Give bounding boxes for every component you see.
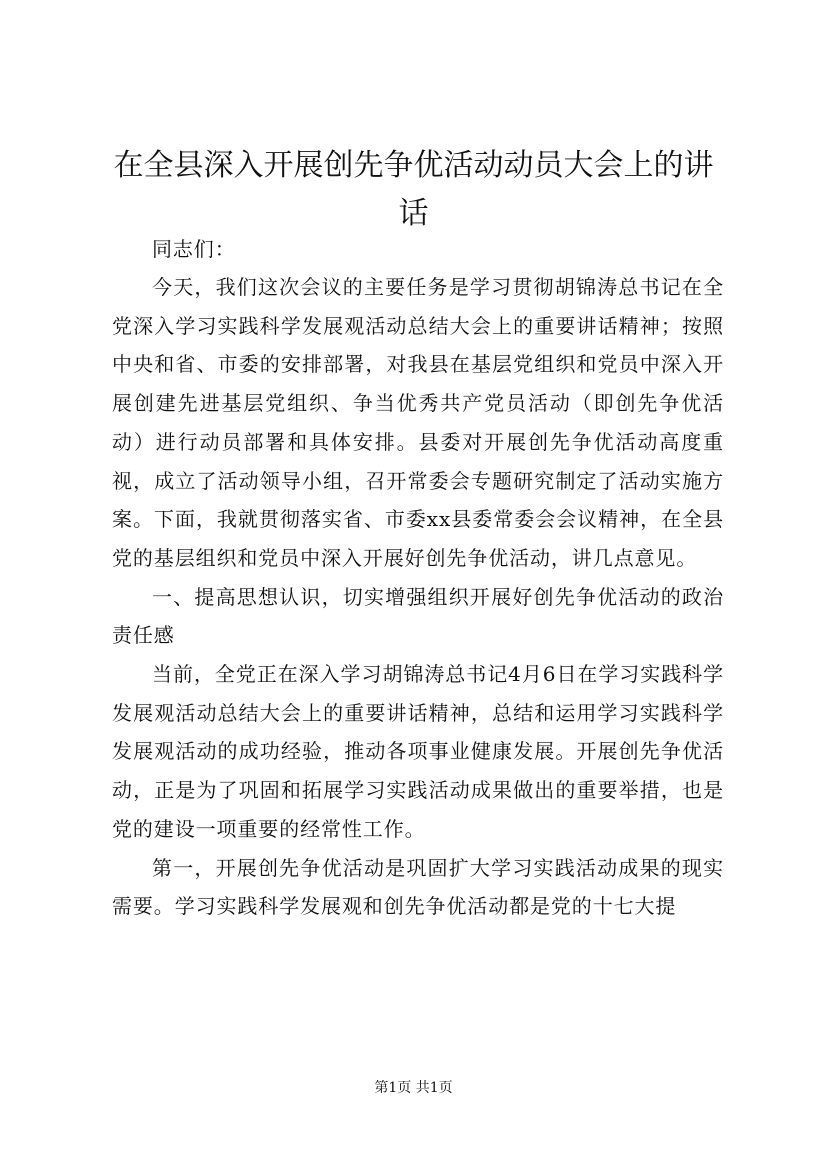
document-title: 在全县深入开展创先争优活动动员大会上的讲话	[113, 148, 714, 231]
body-paragraph: 当前，全党正在深入学习胡锦涛总书记4月6日在学习实践科学发展观活动总结大会上的重要讲话精神，总结和运用学习实践科学发展观活动的成功经验，推动各项事业健康发展。开展创先争优活动，正是为了巩固和拓展学习实践活动成果做出的重要举措，也是党的建设一项重要的经常性工作。	[112, 662, 724, 841]
document-body	[112, 238, 724, 926]
section-heading-one: 一、提高思想认识，切实增强组织开展好创先争优活动的政治责任感	[112, 584, 724, 648]
body-paragraph: 第一，开展创先争优活动是巩固扩大学习实践活动成果的现实需要。学习实践科学发展观和创先争优活动都是党的十七大提	[112, 855, 724, 919]
page-number-footer: 第1页 共1页	[374, 1080, 453, 1096]
opening-paragraph: 今天，我们这次会议的主要任务是学习贯彻胡锦涛总书记在全党深入学习实践科学发展观活动总结大会上的重要讲话精神；按照中央和省、市委的安排部署，对我县在基层党组织和党员中深入开展创建先进基层党组织、争当优秀共产党员活动（即创先争优活动）进行动员部署和具体安排。县委对开展创先争优活动高度重视，成立了活动领导小组，召开常委会专题研究制定了活动实施方案。下面，我就贯彻落实省、市委xx县委常委会会议精神，在全县党的基层组织和党员中深入开展好创先争优活动，讲几点意见。	[112, 275, 724, 570]
salutation-paragraph: 同志们：	[152, 237, 236, 261]
